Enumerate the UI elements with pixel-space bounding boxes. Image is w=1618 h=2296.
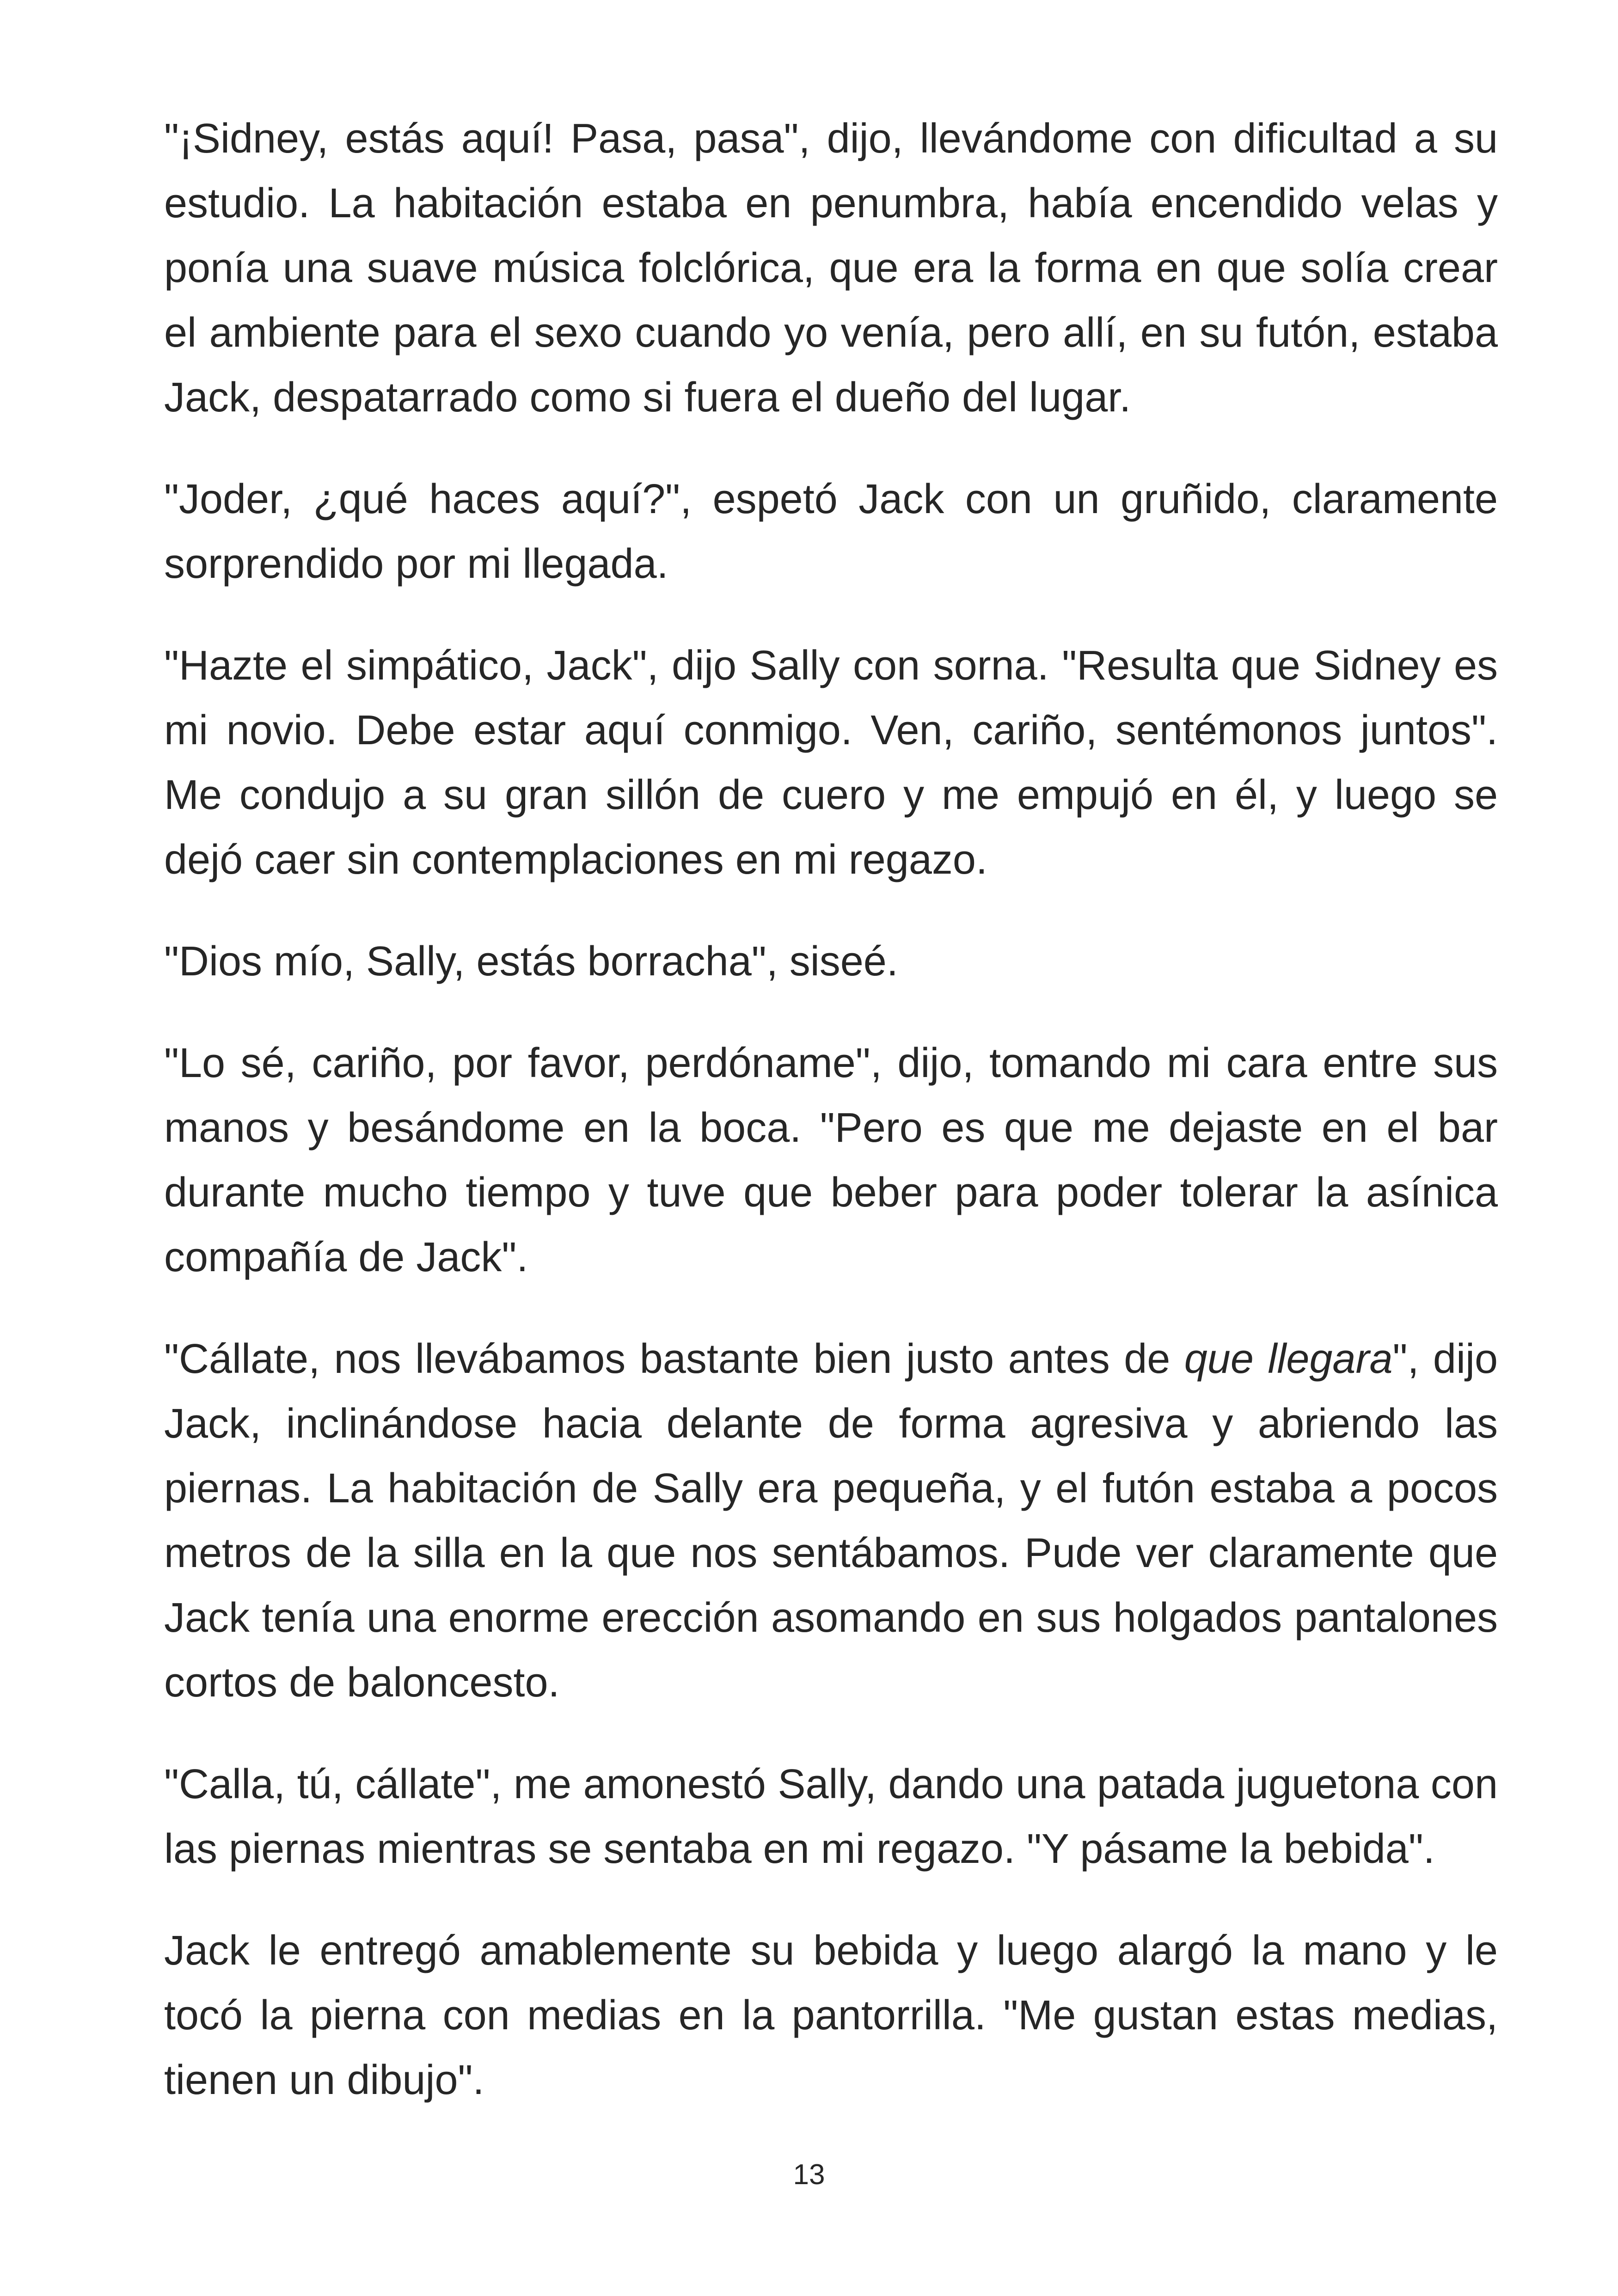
- paragraph-4: "Dios mío, Sally, estás borracha", siseé.: [164, 938, 898, 985]
- paragraph-6-start: "Cállate, nos llevábamos bastante bien justo antes de: [164, 1336, 1184, 1382]
- paragraph-3: "Hazte el simpático, Jack", dijo Sally con sorna. "Resulta que Sidney es mi novio. Debe estar aquí conmigo. Ven, cariño, sentémonos juntos". Me condujo a su gran sillón de cuero y me empujó en él, y luego se dejó caer sin contemplaciones en mi regazo.: [164, 643, 1498, 883]
- paragraph-1: "¡Sidney, estás aquí! Pasa, pasa", dijo, llevándome con dificultad a su estudio. La habitación estaba en penumbra, había encendido velas y ponía una suave música folclórica, que era la forma en que solía crear el ambiente para el sexo cuando yo venía, pero allí, en su futón, estaba Jack, despatarrado como si fuera el dueño del lugar.: [164, 116, 1498, 421]
- paragraph-5: "Lo sé, cariño, por favor, perdóname", dijo, tomando mi cara entre sus manos y besándome en la boca. "Pero es que me dejaste en el bar durante mucho tiempo y tuve que beber para poder tolerar la asínica compañía de Jack".: [164, 1040, 1498, 1280]
- body-text: [164, 106, 1498, 2149]
- paragraph-6-italic: que llegara: [1184, 1336, 1393, 1382]
- paragraph-8: Jack le entregó amablemente su bebida y luego alargó la mano y le tocó la pierna con medias en la pantorrilla. "Me gustan estas medias, tienen un dibujo".: [164, 1928, 1498, 2103]
- page-number: 13: [793, 2159, 825, 2191]
- paragraph-2: "Joder, ¿qué haces aquí?", espetó Jack con un gruñido, claramente sorprendido por mi llegada.: [164, 476, 1498, 587]
- paragraph-6: [164, 1327, 1498, 1715]
- paragraph-6-end: ", dijo Jack, inclinándose hacia delante de forma agresiva y abriendo las piernas. La habitación de Sally era pequeña, y el futón estaba a pocos metros de la silla en la que nos sentábamos. Pude ver claramente que Jack tenía una enorme erección asomando en sus holgados pantalones cortos de baloncesto.: [164, 1336, 1498, 1706]
- paragraph-7: "Calla, tú, cállate", me amonestó Sally, dando una patada juguetona con las piernas mientras se sentaba en mi regazo. "Y pásame la bebida".: [164, 1761, 1498, 1872]
